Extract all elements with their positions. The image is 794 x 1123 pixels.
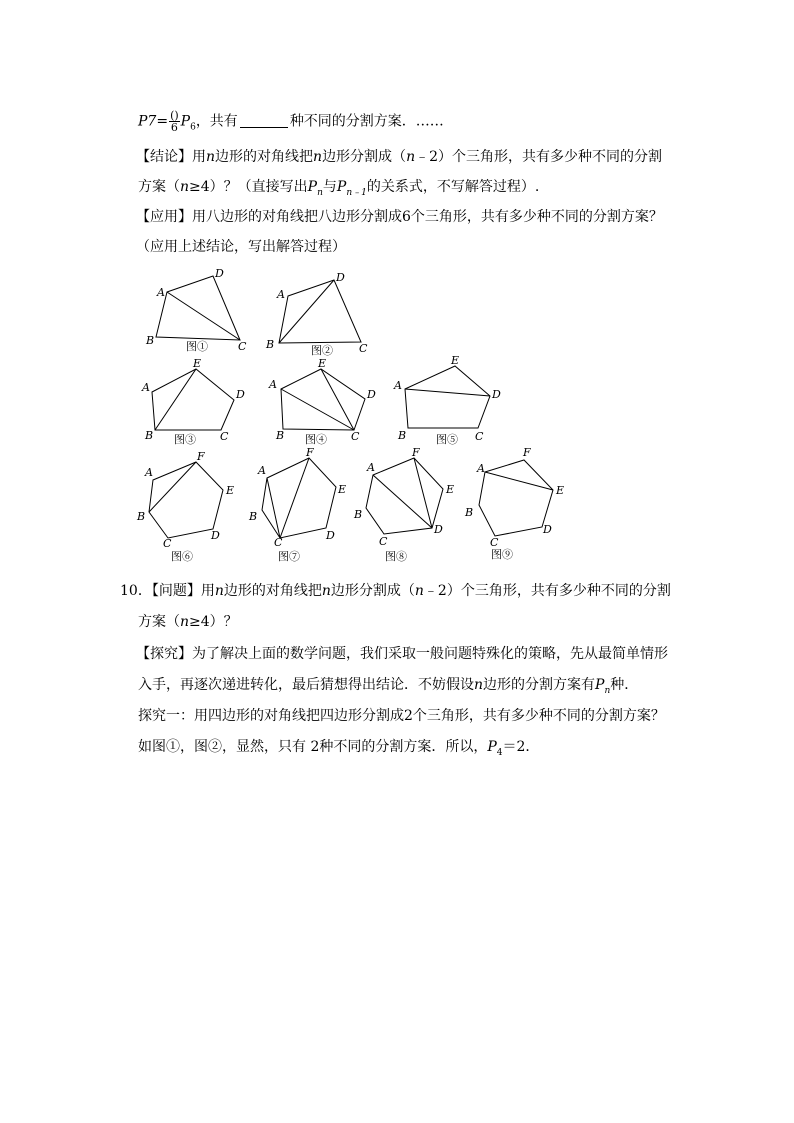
problem-line-1 <box>120 582 671 600</box>
figure-caption: 图③ <box>174 433 196 446</box>
var-p-sub: n﹣1 <box>346 187 367 198</box>
figure-3 <box>141 357 245 446</box>
problem-text: 边形的对角线把 <box>223 583 322 599</box>
figure-caption: 图⑨ <box>491 548 513 561</box>
var-p-sub: n <box>604 685 611 696</box>
formula-p: P <box>180 113 191 130</box>
vertex-a: A <box>142 381 150 394</box>
vertex-b: B <box>137 510 146 523</box>
problem-tag: 【问题】 <box>151 583 201 599</box>
explore-line-2 <box>138 676 638 700</box>
conclusion-text: 的关系式，不写解答过程）. <box>366 179 540 195</box>
vertex-a: A <box>277 288 285 301</box>
figure-caption: 图⑥ <box>171 550 193 563</box>
vertex-d: D <box>215 267 224 280</box>
var-n: n <box>321 583 331 599</box>
vertex-e: E <box>226 484 235 497</box>
conclusion-text: 边形分割成（ <box>322 149 407 165</box>
formula-eq: = <box>156 113 169 130</box>
vertex-f: F <box>306 446 314 459</box>
vertex-d: D <box>543 523 552 536</box>
vertex-e: E <box>338 483 347 496</box>
vertex-e: E <box>446 483 455 496</box>
vertex-d: D <box>336 271 345 284</box>
vertex-e: E <box>451 354 460 367</box>
explore-tag: 【探究】 <box>136 646 192 662</box>
vertex-a: A <box>394 379 402 392</box>
vertex-f: F <box>197 450 205 463</box>
vertex-c: C <box>220 430 229 443</box>
figure-2 <box>265 271 368 357</box>
vertex-d: D <box>434 523 443 536</box>
vertex-c: C <box>274 536 283 549</box>
vertex-e: E <box>318 357 327 370</box>
vertex-f: F <box>412 446 420 459</box>
var-n: n <box>313 149 323 165</box>
vertex-a: A <box>269 378 277 391</box>
figure-caption: 图② <box>311 344 333 357</box>
vertex-e: E <box>556 484 565 497</box>
var-n: n <box>414 583 424 599</box>
explore-line-3 <box>138 707 665 725</box>
figure-5 <box>393 354 501 446</box>
figure-9 <box>464 446 564 561</box>
conclusion-text: ﹣2）个三角形，共有多少种不同的分割 <box>415 149 662 165</box>
figure-caption: 图⑧ <box>385 550 407 563</box>
vertex-b: B <box>145 429 154 442</box>
vertex-d: D <box>211 529 220 542</box>
conclusion-text: ≥4）？（直接写出 <box>189 179 308 195</box>
vertex-a: A <box>157 286 165 299</box>
vertex-c: C <box>238 340 247 353</box>
explore-text: 探究一：用四边形的对角线把四边形分割成2个三角形，共有多少种不同的分割方案？ <box>138 708 665 724</box>
vertex-c: C <box>351 430 360 443</box>
explore-text: 为了解决上面的数学问题，我们采取一般问题特殊化的策略，先从最简单情形 <box>192 646 668 662</box>
figure-caption: 图⑦ <box>278 550 300 563</box>
problem-number: 10． <box>120 583 152 599</box>
figure-6 <box>136 450 234 563</box>
var-p-sub: n <box>317 187 323 198</box>
vertex-d: D <box>326 529 335 542</box>
var-p: P <box>336 179 347 195</box>
explore-text: 如图①，图②，显然，只有 2种不同的分割方案．所以， <box>138 739 488 755</box>
fraction-numerator: () <box>170 109 179 122</box>
formula-lhs: P7 <box>138 113 157 130</box>
vertex-c: C <box>490 536 499 549</box>
explore-text: ＝2． <box>502 739 540 755</box>
application-tag: 【应用】 <box>136 209 192 225</box>
vertex-b: B <box>398 429 407 442</box>
vertex-a: A <box>477 462 485 475</box>
problem-text: 边形分割成（ <box>330 583 415 599</box>
explore-line-1 <box>136 645 668 663</box>
conclusion-text: 与 <box>322 179 337 195</box>
figure-caption: 图④ <box>305 433 327 446</box>
var-p: P <box>595 677 605 693</box>
var-n: n <box>180 179 190 195</box>
var-n: n <box>180 614 190 630</box>
application-text: 用八边形的对角线把八边形分割成6个三角形，共有多少种不同的分割方案？ <box>192 209 663 225</box>
vertex-b: B <box>266 338 275 351</box>
vertex-a: A <box>258 464 266 477</box>
figure-8 <box>353 446 454 563</box>
figure-caption: 图⑤ <box>436 433 458 446</box>
var-n: n <box>206 149 216 165</box>
var-p: P <box>487 739 497 755</box>
vertex-f: F <box>523 446 531 459</box>
vertex-b: B <box>146 334 155 347</box>
explore-text: 种． <box>610 677 639 693</box>
figure-1 <box>145 267 247 353</box>
formula-tail2: 种不同的分割方案．…… <box>289 113 444 130</box>
explore-line-4 <box>138 738 539 762</box>
vertex-b: B <box>465 506 474 519</box>
formula-tail: ，共有 <box>195 113 238 130</box>
var-n: n <box>474 677 484 693</box>
vertex-e: E <box>193 357 202 370</box>
vertex-a: A <box>145 466 153 479</box>
var-p-sub: 4 <box>496 747 503 758</box>
var-n: n <box>214 583 224 599</box>
application-text: （应用上述结论，写出解答过程） <box>136 239 346 255</box>
vertex-d: D <box>367 388 376 401</box>
conclusion-text: 用 <box>192 149 206 165</box>
var-p: P <box>307 179 318 195</box>
vertex-a: A <box>367 461 375 474</box>
formula-p-sub: 6 <box>190 122 196 133</box>
vertex-b: B <box>249 510 258 523</box>
vertex-c: C <box>475 430 484 443</box>
vertex-c: C <box>359 342 368 355</box>
var-n: n <box>406 149 416 165</box>
vertex-d: D <box>236 388 245 401</box>
conclusion-tag: 【结论】 <box>136 149 192 165</box>
vertex-c: C <box>379 535 388 548</box>
vertex-b: B <box>276 429 285 442</box>
conclusion-text: 边形的对角线把 <box>215 149 314 165</box>
figure-caption: 图① <box>186 340 208 353</box>
vertex-d: D <box>492 388 501 401</box>
figure-7 <box>248 446 346 563</box>
vertex-c: C <box>163 537 172 550</box>
problem-text: 方案（ <box>138 614 180 630</box>
problem-line-2 <box>138 613 238 631</box>
problem-text: 用 <box>200 583 215 599</box>
figure-4 <box>268 357 376 446</box>
explore-text: 边形的分割方案有 <box>483 677 596 693</box>
problem-text: ﹣2）个三角形，共有多少种不同的分割 <box>423 583 671 599</box>
problem-text: ≥4）？ <box>189 614 238 630</box>
fraction-denominator: 6 <box>170 121 178 134</box>
vertex-b: B <box>354 508 363 521</box>
explore-text: 入手，再逐次递进转化，最后猜想得出结论．不妨假设 <box>138 677 474 693</box>
conclusion-text: 方案（ <box>138 179 180 195</box>
